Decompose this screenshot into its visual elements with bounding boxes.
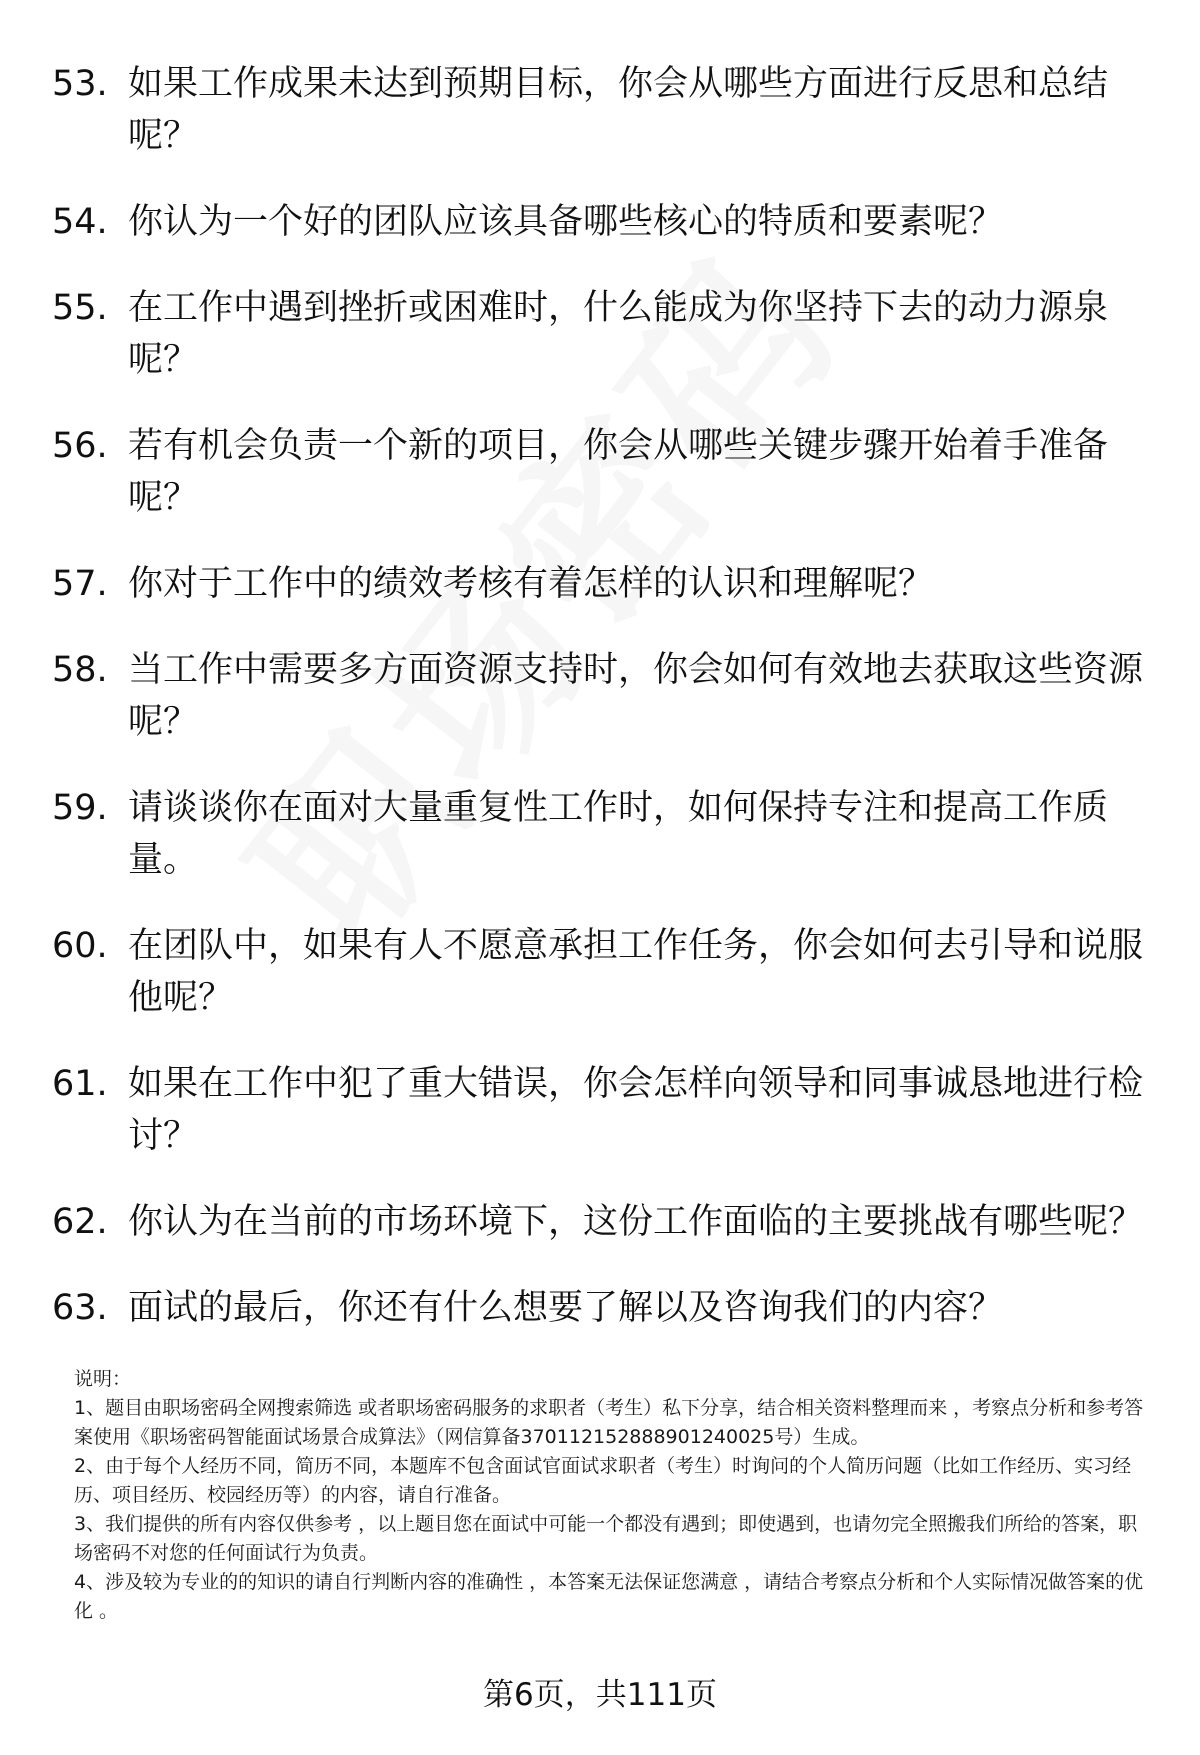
page-footer: 第6页，共111页 [483, 1677, 717, 1713]
note-item: 2、由于每个人经历不同，简历不同，本题库不包含面试官面试求职者（考生）时询问的个人简历问题（比如工作经历、实习经历、项目经历、校园经历等）的内容，请自行准备。 [74, 1455, 1132, 1506]
question-text: 面试的最后，你还有什么想要了解以及咨询我们的内容？ [128, 1288, 1004, 1328]
note-item: 1、题目由职场密码全网搜索筛选 或者职场密码服务的求职者（考生）私下分享，结合相关资料整理而来 ，考察点分析和参考答案使用《职场密码智能面试场景合成算法》（网信算备370112152888901240025号）生成。 [74, 1397, 1144, 1448]
question-item [52, 1196, 1162, 1248]
question-number: 54. [52, 202, 108, 242]
question-item [52, 196, 1162, 248]
question-list [52, 58, 1162, 1368]
question-number: 61. [52, 1064, 108, 1104]
question-text: 当工作中需要多方面资源支持时，你会如何有效地去获取这些资源呢？ [128, 650, 1144, 742]
question-text: 若有机会负责一个新的项目，你会从哪些关键步骤开始着手准备呢？ [128, 426, 1109, 518]
question-text: 如果在工作中犯了重大错误，你会怎样向领导和同事诚恳地进行检讨？ [128, 1064, 1144, 1156]
question-number: 53. [52, 64, 108, 104]
question-item [52, 420, 1162, 524]
question-text: 在工作中遇到挫折或困难时，什么能成为你坚持下去的动力源泉呢？ [128, 288, 1109, 380]
question-text: 如果工作成果未达到预期目标，你会从哪些方面进行反思和总结呢？ [128, 64, 1109, 156]
question-text: 你认为一个好的团队应该具备哪些核心的特质和要素呢？ [128, 202, 1004, 242]
notes-section [74, 1365, 1154, 1626]
question-number: 62. [52, 1202, 108, 1242]
question-item [52, 558, 1162, 610]
question-number: 59. [52, 788, 108, 828]
question-item [52, 1282, 1162, 1334]
question-item [52, 782, 1162, 886]
notes-heading: 说明： [74, 1368, 132, 1390]
question-number: 60. [52, 926, 108, 966]
question-number: 56. [52, 426, 108, 466]
question-text: 在团队中，如果有人不愿意承担工作任务，你会如何去引导和说服他呢？ [128, 926, 1144, 1018]
note-item: 4、涉及较为专业的的知识的请自行判断内容的准确性 ，本答案无法保证您满意 ，请结合考察点分析和个人实际情况做答案的优化 。 [74, 1571, 1144, 1622]
question-text: 请谈谈你在面对大量重复性工作时，如何保持专注和提高工作质量。 [128, 788, 1109, 880]
question-number: 57. [52, 564, 108, 604]
question-item [52, 644, 1162, 748]
question-item [52, 58, 1162, 162]
question-number: 58. [52, 650, 108, 690]
question-text: 你对于工作中的绩效考核有着怎样的认识和理解呢？ [128, 564, 934, 604]
question-item [52, 282, 1162, 386]
question-number: 55. [52, 288, 108, 328]
note-item: 3、我们提供的所有内容仅供参考 ，以上题目您在面试中可能一个都没有遇到；即使遇到，也请勿完全照搬我们所给的答案，职场密码不对您的任何面试行为负责。 [74, 1513, 1138, 1564]
question-item [52, 1058, 1162, 1162]
question-number: 63. [52, 1288, 108, 1328]
question-text: 你认为在当前的市场环境下，这份工作面临的主要挑战有哪些呢？ [128, 1202, 1144, 1242]
question-item [52, 920, 1162, 1024]
